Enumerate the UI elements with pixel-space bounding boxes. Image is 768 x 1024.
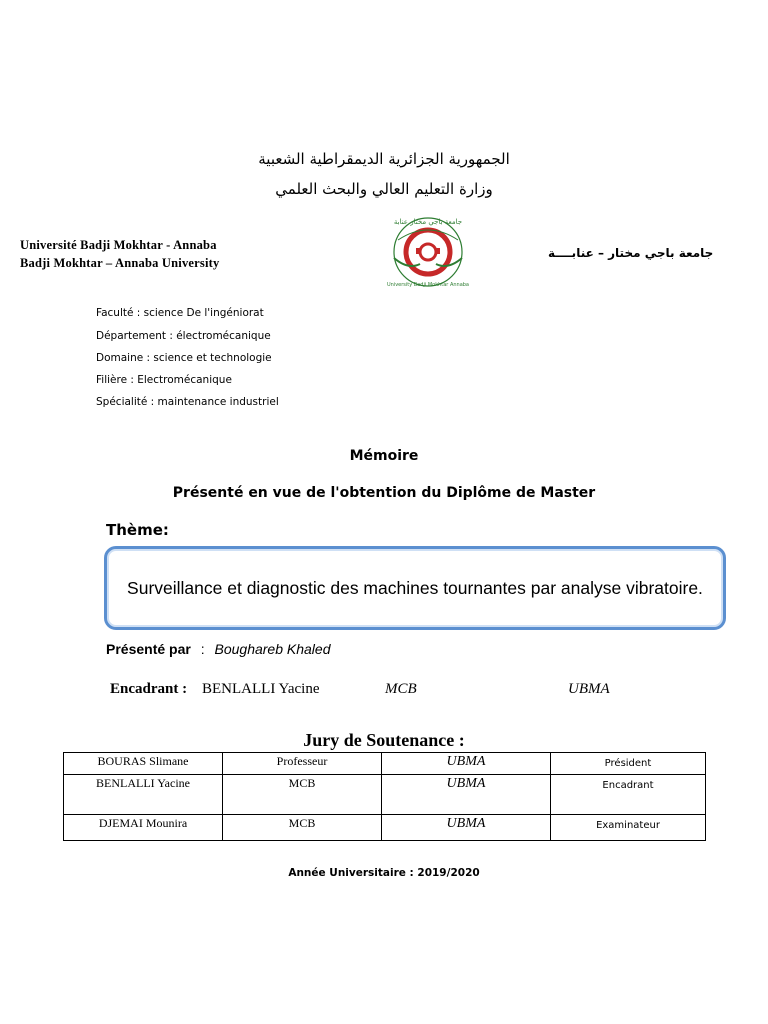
- table-row: [64, 775, 706, 815]
- theme-label: Thème:: [106, 521, 169, 539]
- presenter-line: [106, 641, 331, 657]
- encadrant-label: Encadrant :: [110, 681, 188, 697]
- jury-grade: MCB: [223, 775, 382, 815]
- jury-role: Président: [551, 753, 706, 775]
- jury-institution: UBMA: [382, 815, 551, 841]
- presenter-separator: :: [200, 641, 205, 657]
- table-row: [64, 753, 706, 775]
- info-faculte: Faculté : science De l'ingéniorat: [96, 307, 264, 319]
- info-domaine: Domaine : science et technologie: [96, 352, 272, 364]
- jury-grade: Professeur: [223, 753, 382, 775]
- info-departement: Département : électromécanique: [96, 330, 271, 342]
- jury-institution: UBMA: [382, 775, 551, 815]
- jury-name: DJEMAI Mounira: [64, 815, 223, 841]
- theme-box: [104, 546, 726, 630]
- jury-institution: UBMA: [382, 753, 551, 775]
- memoire-title: Mémoire: [349, 448, 419, 464]
- header-arabic-ministry: وزارة التعليم العالي والبحث العلمي: [275, 180, 493, 198]
- jury-role: Examinateur: [551, 815, 706, 841]
- jury-role: Encadrant: [551, 775, 706, 815]
- university-name-ar: جامعة باجي مختار – عنابــــة: [548, 246, 714, 260]
- info-filiere: Filière : Electromécanique: [96, 374, 232, 386]
- presenter-label: Présenté par: [106, 641, 191, 657]
- university-name-fr: Université Badji Mokhtar - Annaba: [20, 238, 217, 252]
- encadrant-name: BENLALLI Yacine: [202, 681, 320, 697]
- academic-year: Année Universitaire : 2019/2020: [288, 867, 480, 879]
- jury-name: BENLALLI Yacine: [64, 775, 223, 815]
- encadrant-grade: MCB: [385, 681, 417, 697]
- table-row: [64, 815, 706, 841]
- logo-arabic-text: جامعة باجي مختار عنابة: [393, 218, 463, 226]
- jury-title: Jury de Soutenance :: [303, 730, 465, 750]
- presenter-name: Boughareb Khaled: [214, 641, 331, 657]
- encadrant-institution: UBMA: [568, 681, 610, 697]
- jury-name: BOURAS Slimane: [64, 753, 223, 775]
- info-specialite: Spécialité : maintenance industriel: [96, 396, 279, 408]
- header-arabic-republic: الجمهورية الجزائرية الديمقراطية الشعبية: [258, 150, 510, 168]
- theme-text: Surveillance et diagnostic des machines tournantes par analyse vibratoire.: [127, 578, 703, 598]
- memoire-subtitle: Présenté en vue de l'obtention du Diplôme de Master: [172, 485, 596, 501]
- university-name-en: Badji Mokhtar – Annaba University: [20, 256, 220, 270]
- jury-grade: MCB: [223, 815, 382, 841]
- jury-table: [63, 752, 706, 841]
- logo-english-text: University Badji Mokhtar Annaba: [386, 282, 470, 288]
- university-logo: [378, 210, 478, 290]
